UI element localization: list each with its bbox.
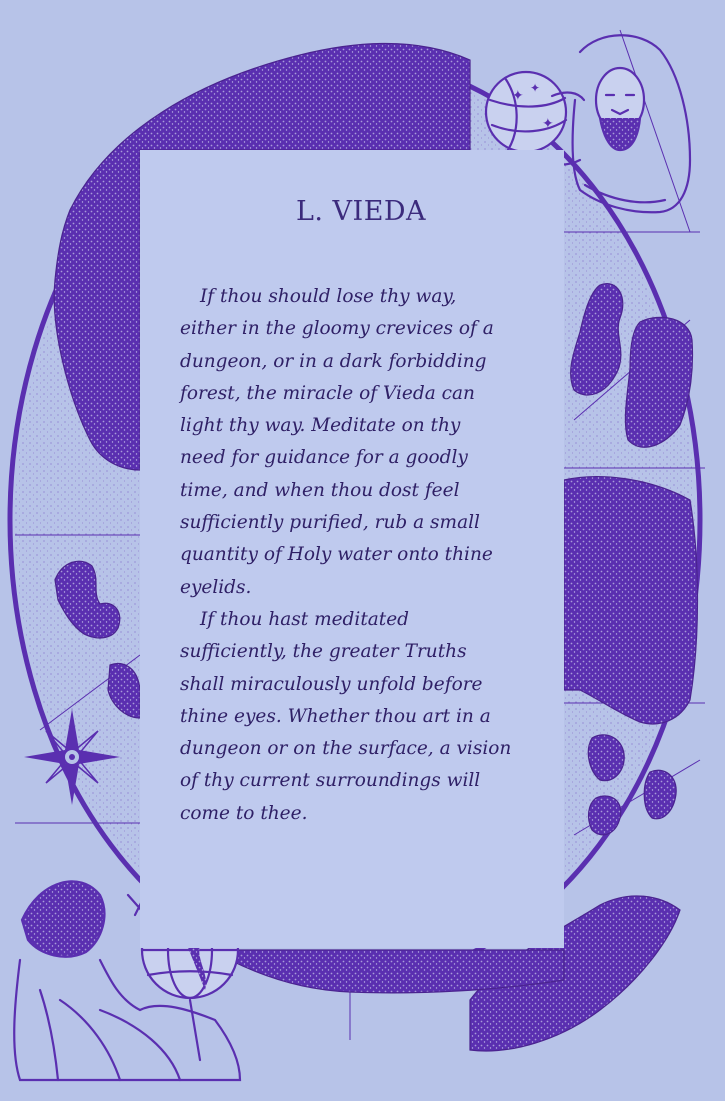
text-line: eyelids. bbox=[180, 576, 252, 598]
paragraph-2 bbox=[180, 604, 542, 830]
paragraph-1 bbox=[180, 281, 542, 604]
text-line: sufficiently, the greater Truths bbox=[180, 641, 467, 663]
text-line: If thou hast meditated bbox=[200, 608, 410, 630]
svg-text:✦: ✦ bbox=[542, 116, 554, 132]
text-panel bbox=[140, 150, 564, 948]
text-line: light thy way. Meditate on thy bbox=[180, 415, 461, 437]
text-line: either in the gloomy crevices of a bbox=[180, 318, 494, 340]
svg-text:✦: ✦ bbox=[512, 88, 524, 104]
svg-text:✦: ✦ bbox=[530, 81, 541, 95]
text-line: forest, the miracle of Vieda can bbox=[180, 382, 475, 404]
text-line: thine eyes. Whether thou art in a bbox=[180, 705, 491, 727]
text-line: shall miraculously unfold before bbox=[180, 673, 483, 695]
text-line: quantity of Holy water onto thine bbox=[180, 544, 493, 566]
page-title: L. VIEDA bbox=[295, 196, 427, 227]
text-line: dungeon or on the surface, a vision bbox=[180, 738, 512, 760]
text-line: need for guidance for a goodly bbox=[180, 447, 468, 469]
text-line: sufficiently purified, rub a small bbox=[180, 512, 480, 534]
text-line: dungeon, or in a dark forbidding bbox=[180, 350, 487, 372]
text-line: If thou should lose thy way, bbox=[200, 286, 457, 307]
text-line: come to thee. bbox=[180, 802, 308, 824]
text-line: of thy current surroundings will bbox=[180, 770, 481, 792]
text-line: time, and when thou dost feel bbox=[180, 479, 460, 501]
